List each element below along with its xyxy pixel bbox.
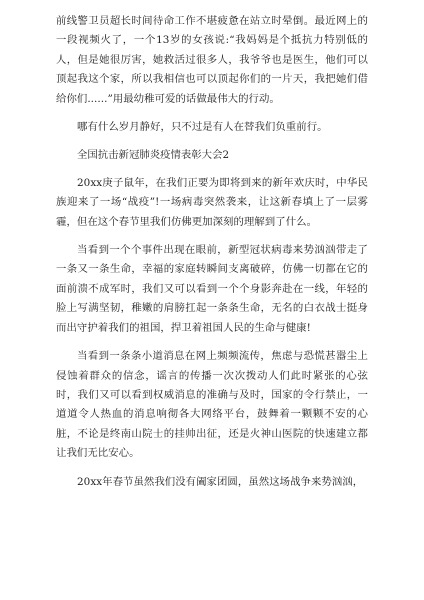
paragraph-4: 当看到一个个事件出现在眼前，新型冠状病毒来势汹汹带走了一条又一条生命，幸福的家庭转瞬间支离破碎，仿佛一切都在它的面前溃不成军时，我们又可以看到一个个身影奔赴在一线，年轻的脸上写满坚韧，稚嫩的肩膀扛起一条条生命，无名的白衣战士挺身而出守护着我们的祖国，捍卫着祖国人民的生命与健康! xyxy=(56,244,368,334)
document-body xyxy=(56,12,368,501)
section-heading: 全国抗击新冠肺炎疫情表彰大会2 xyxy=(77,149,230,162)
paragraph-5: 当看到一条条小道消息在网上频频流传，焦虑与恐慌甚嚣尘上侵蚀着群众的信念，谣言的传播一次次拨动人们此时紧张的心弦时，我们又可以看到权威消息的准确与及时，国家的令行禁止，一道道令人热血的消息响彻各大网络平台，鼓舞着一颗颗不安的心脏，不论是终南山院士的挂帅出征，还是火神山医院的快速建立都让我们无比安心。 xyxy=(56,350,368,460)
paragraph-6: 20xx年春节虽然我们没有阖家团圆，虽然这场战争来势汹汹， xyxy=(77,475,364,488)
paragraph-1: 前线警卫员超长时间待命工作不堪疲惫在站立时晕倒。最近网上的一段视频火了，一个13岁的女孩说:“我妈妈是个抵抗力特别低的人，但是她很厉害，她救活过很多人，我爷爷也是医生，他们可以顶起我这个家，所以我相信也可以顶起你们的一片天，我把她们借给你们......”用最幼稚可爱的话做最伟大的行动。 xyxy=(56,15,368,105)
paragraph-3: 20xx庚子鼠年，在我们正要为即将到来的新年欢庆时，中华民族迎来了一场“战疫”!一场病毒突然袭来，让这新春填上了一层雾霾，但在这个春节里我们仿佛更加深刻的理解到了什么。 xyxy=(56,176,368,228)
paragraph-2: 哪有什么岁月静好，只不过是有人在替我们负重前行。 xyxy=(77,121,328,134)
